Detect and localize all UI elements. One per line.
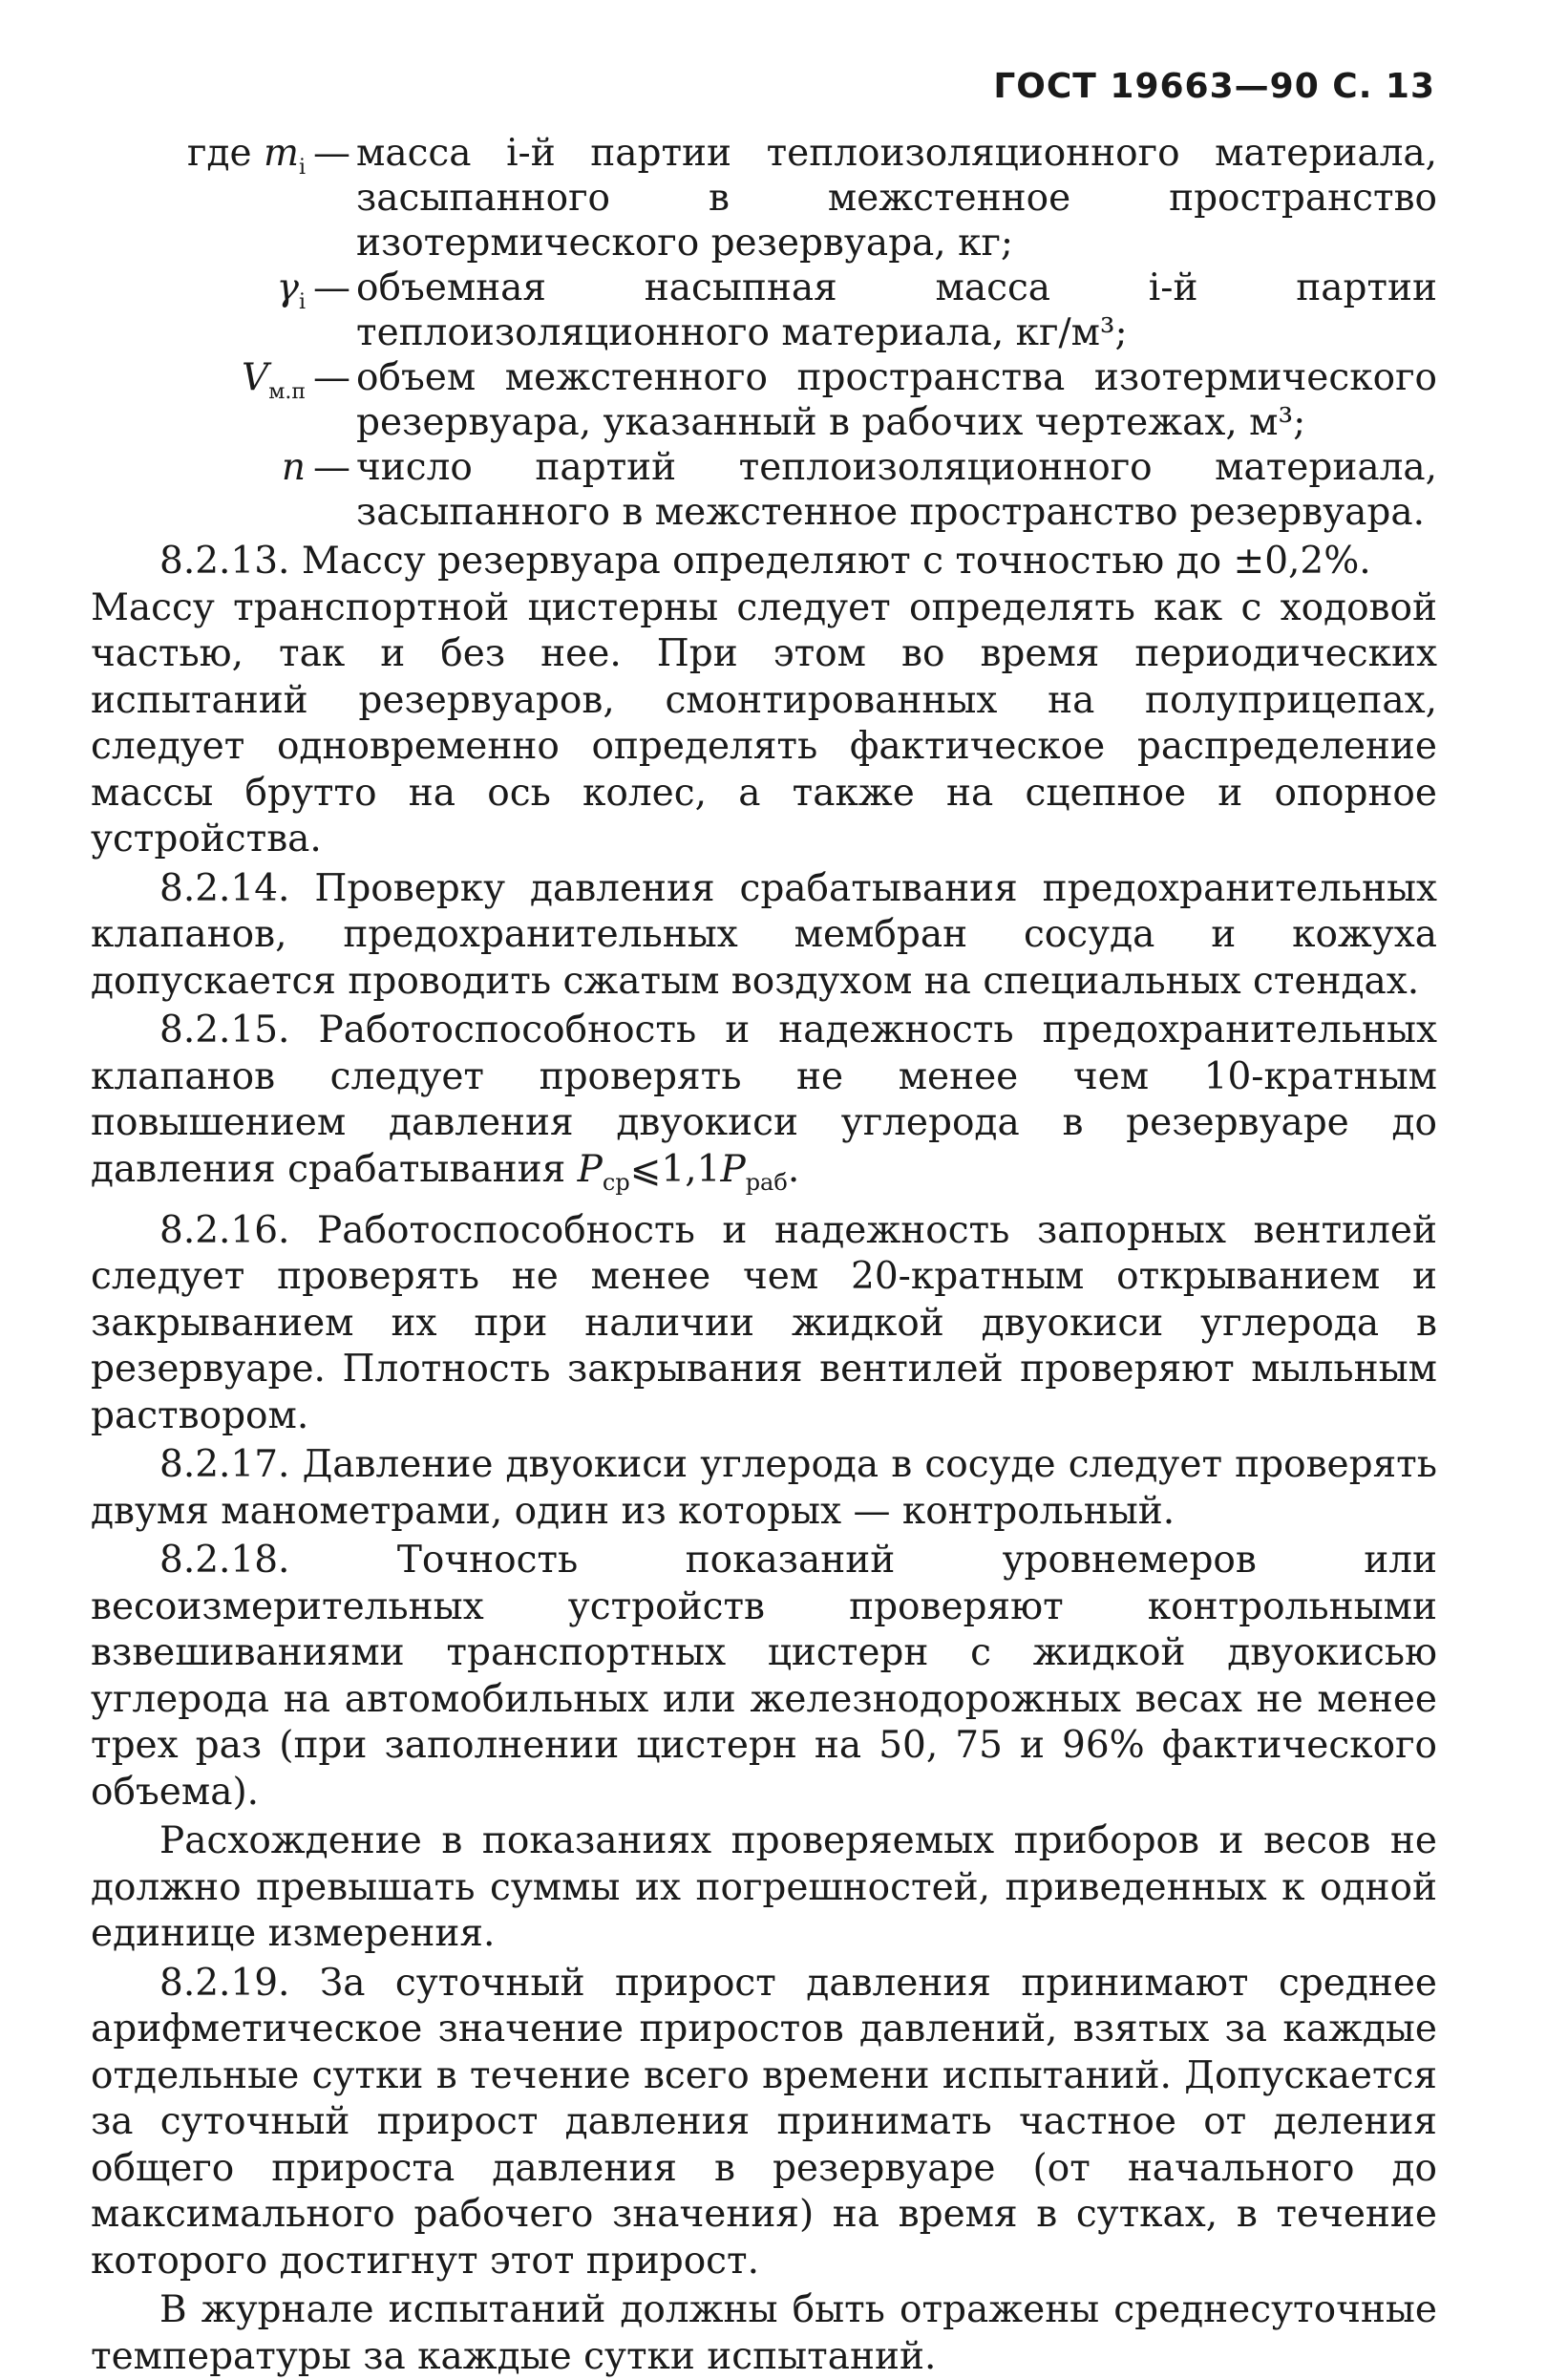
definition-row bbox=[91, 355, 1437, 445]
paragraph-8-2-13-continued: Массу транспортной цистерны следует определять как с ходовой частью, так и без нее. При этом во время периодических испытаний резервуаров, смонтированных на полуприцепах, следует одновременно определять фактическое распределение массы брутто на ось колес, а также на сцепное и опорное устройства. bbox=[91, 585, 1437, 861]
definition-subscript: м.п bbox=[268, 379, 306, 404]
paragraph-8-2-19: 8.2.19. За суточный прирост давления принимают среднее арифметическое значение приростов давлений, взятых за каждые отдельные сутки в течение всего времени испытаний. Допускается за суточный прирост давления принимать частное от деления общего прироста давления в резервуаре (от начального до максимального рабочего значения) на время в сутках, в течение которого достигнут этот прирост. bbox=[91, 1961, 1437, 2283]
formula-end: . bbox=[787, 1147, 800, 1191]
definition-row bbox=[91, 266, 1437, 355]
page-header: ГОСТ 19663—90 С. 13 bbox=[993, 67, 1435, 106]
formula-p-symbol: P bbox=[720, 1147, 746, 1191]
paragraph-8-2-16: 8.2.16. Работоспособность и надежность запорных вентилей следует проверять не менее чем 20-кратным открыванием и закрыванием их при наличии жидкой двуокиси углерода в резервуаре. Плотность закрывания вентилей проверяют мыльным раствором. bbox=[91, 1208, 1437, 1437]
definition-dash: — bbox=[313, 356, 350, 399]
definition-row bbox=[91, 131, 1437, 266]
paragraph-8-2-19-continued: В журнале испытаний должны быть отражены среднесуточные температуры за каждые сутки испытаний. bbox=[91, 2288, 1437, 2378]
paragraph-8-2-15-text: 8.2.15. Работоспособность и надежность предохранительных клапанов следует проверять не менее чем 10-кратным повышением давления двуокиси углерода в резервуаре до давления срабатывания bbox=[91, 1009, 1437, 1191]
formula-p-symbol: P bbox=[577, 1147, 603, 1191]
definition-subscript: i bbox=[298, 155, 306, 180]
definition-text: объем межстенного пространства изотермического резервуара, указанный в рабочих чертежах, м³; bbox=[356, 356, 1437, 444]
definition-symbol: V bbox=[242, 356, 269, 399]
definition-row bbox=[91, 445, 1437, 535]
definition-symbol: γ bbox=[276, 266, 299, 309]
definition-symbol: n bbox=[281, 446, 306, 489]
paragraph-8-2-15 bbox=[91, 1008, 1437, 1205]
definition-text: масса i-й партии теплоизоляционного материала, засыпанного в межстенное пространство изотермического резервуара, кг; bbox=[356, 132, 1437, 265]
definition-subscript: i bbox=[298, 289, 306, 314]
definition-prefix: где bbox=[187, 132, 264, 175]
definition-dash: — bbox=[313, 132, 350, 175]
paragraph-8-2-13: 8.2.13. Массу резервуара определяют с точностью до ±0,2%. bbox=[159, 540, 1371, 583]
definition-dash: — bbox=[313, 446, 350, 489]
paragraph-8-2-18: 8.2.18. Точность показаний уровнемеров или весоизмерительных устройств проверяют контрольными взвешиваниями транспортных цистерн с жидкой двуокисью углерода на автомобильных или железнодорожных весах не менее трех раз (при заполнении цистерн на 50, 75 и 96% фактического объема). bbox=[91, 1539, 1437, 1814]
formula-p-subscript: ср bbox=[602, 1168, 630, 1196]
definition-symbol: m bbox=[263, 132, 299, 175]
formula-relation: ⩽1,1 bbox=[629, 1147, 721, 1191]
definition-text: объемная насыпная масса i-й партии теплоизоляционного материала, кг/м³; bbox=[356, 266, 1437, 354]
document-page bbox=[91, 67, 1437, 2380]
paragraph-8-2-14: 8.2.14. Проверку давления срабатывания предохранительных клапанов, предохранительных мембран сосуда и кожуха допускается проводить сжатым воздухом на специальных стендах. bbox=[91, 866, 1437, 1003]
definition-dash: — bbox=[313, 266, 350, 309]
paragraph-8-2-17: 8.2.17. Давление двуокиси углерода в сосуде следует проверять двумя манометрами, один из которых — контрольный. bbox=[91, 1443, 1437, 1533]
definitions-list bbox=[91, 131, 1437, 535]
definition-text: число партий теплоизоляционного материала, засыпанного в межстенное пространство резервуара. bbox=[356, 446, 1437, 534]
paragraph-8-2-18-continued: Расхождение в показаниях проверяемых приборов и весов не должно превышать суммы их погрешностей, приведенных к одной единице измерения. bbox=[91, 1819, 1437, 1956]
formula-p-subscript: раб bbox=[745, 1168, 788, 1196]
